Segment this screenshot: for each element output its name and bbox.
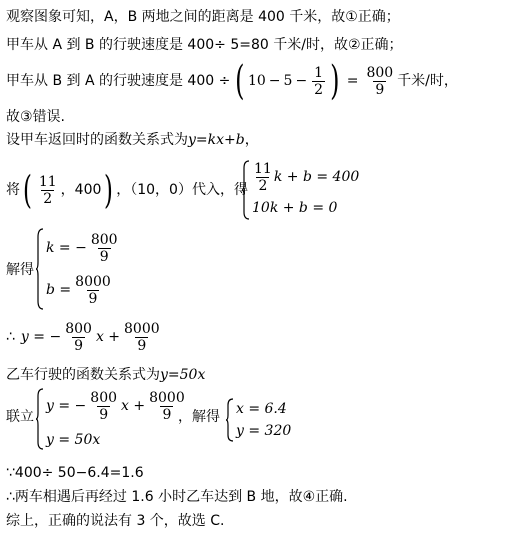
simultaneous-label: 联立 [6, 409, 34, 425]
fraction-denominator: 2 [258, 177, 268, 194]
text-line-13: 综上，正确的说法有 3 个，故选 C. [6, 513, 225, 529]
brace-icon [36, 388, 44, 450]
function-result-line [6, 318, 164, 356]
fraction-numerator: 8000 [75, 273, 111, 290]
text-line-5 [6, 131, 259, 149]
fraction-11-2 [252, 161, 274, 194]
fraction-8000-9 [122, 321, 162, 354]
y-value: y = 320 [236, 423, 292, 439]
k-label: k = − [46, 240, 87, 256]
fraction-numerator: 800 [65, 320, 92, 337]
fraction-800-9 [89, 232, 120, 265]
equals-sign: = [346, 73, 359, 89]
fraction-denominator: 9 [375, 81, 385, 98]
fraction-denominator: 9 [99, 406, 109, 423]
fraction-denominator: 9 [99, 248, 109, 265]
system-equation-1 [46, 388, 189, 424]
speed-suffix: 千米/时， [397, 73, 458, 89]
brace-icon [36, 228, 44, 310]
text-line-12: ∴两车相遇后再经过 1.6 小时乙车达到 B 地，故④正确. [6, 489, 348, 505]
brace-icon [226, 398, 234, 442]
fraction-denominator: 2 [314, 81, 324, 98]
y-solution [236, 422, 291, 440]
fraction-numerator: 1 [314, 64, 324, 81]
fraction-800-9 [88, 390, 119, 423]
fraction-denominator: 9 [88, 290, 98, 307]
lhs-text: y = − [46, 398, 87, 414]
solution-system-xy [226, 398, 306, 442]
right-paren: ) [330, 58, 340, 104]
right-paren: ) [104, 168, 114, 212]
fraction-800-9 [63, 321, 94, 354]
inner-a: 10 [247, 73, 266, 89]
therefore-symbol: ∴ [6, 329, 15, 345]
text-line-2: 甲车从 A 到 B 的行驶速度是 400÷ 5=80 千米/时，故②正确； [6, 37, 403, 53]
minus-sign-2: − [295, 73, 308, 89]
system-equation-2 [46, 430, 100, 450]
point-rest: ，400 [60, 182, 102, 198]
brace-icon [242, 160, 250, 220]
fraction-8000-9 [73, 274, 113, 307]
mid-text: x + [121, 398, 146, 414]
equation-text: 10k + b = 0 [252, 200, 338, 216]
fraction-11-2 [37, 174, 59, 207]
text-line-1: 观察图象可知，A，B 两地之间的距离是 400 千米，故①正确； [6, 9, 400, 25]
lhs-text: y = − [20, 329, 62, 345]
fraction-denominator: 2 [43, 190, 53, 207]
substitute-middle: ，（10，0）代入，得 [116, 182, 248, 198]
substitute-prefix: 将 [6, 182, 20, 198]
fraction-denominator: 9 [137, 337, 147, 354]
equation-rest: k + b = 400 [273, 169, 360, 185]
system-equation-1 [252, 160, 359, 194]
fraction-800-9 [364, 65, 395, 98]
minus-sign: − [268, 73, 281, 89]
fraction-numerator: 11 [38, 173, 57, 190]
equation-system-1 [242, 160, 362, 220]
b-label: b = [46, 282, 72, 298]
b-car-text: 乙车行驶的函数关系式为 [6, 367, 160, 383]
x-value: x = 6.4 [236, 401, 287, 417]
fraction-one-half [312, 65, 325, 98]
function-formula: y=kx+b [188, 132, 245, 148]
fraction-numerator: 8000 [124, 320, 160, 337]
speed-b-to-a-line [6, 60, 458, 102]
b-solution [46, 272, 115, 308]
left-paren: ( [235, 58, 245, 104]
fraction-denominator: 9 [74, 337, 84, 354]
left-paren: ( [22, 168, 32, 212]
fraction-numerator: 11 [254, 160, 272, 177]
fraction-numerator: 800 [90, 231, 118, 248]
mid-text: x + [95, 329, 121, 345]
setup-end: ， [244, 132, 259, 148]
fraction-denominator: 9 [162, 406, 172, 423]
system-equation-2 [252, 198, 337, 218]
text-line-11: ∵400÷ 50−6.4=1.6 [6, 465, 144, 481]
solve-label: ，解得 [178, 409, 220, 425]
inner-b: 5 [283, 73, 293, 89]
setup-text: 设甲车返回时的函数关系式为 [6, 132, 188, 148]
solution-system [36, 228, 136, 310]
simultaneous-system [36, 388, 186, 450]
fraction-numerator: 8000 [149, 389, 185, 406]
text-line-9 [6, 366, 205, 384]
b-car-formula: y=50x [160, 367, 206, 383]
equation-text: y = 50x [46, 432, 101, 448]
x-solution [236, 400, 287, 418]
fraction-numerator: 800 [366, 64, 394, 81]
k-solution [46, 230, 122, 266]
text-line-4: 故③错误. [6, 109, 66, 125]
solve-label: 解得 [6, 262, 34, 278]
speed-prefix: 甲车从 B 到 A 的行驶速度是 400 ÷ [6, 73, 231, 89]
fraction-numerator: 800 [90, 389, 118, 406]
